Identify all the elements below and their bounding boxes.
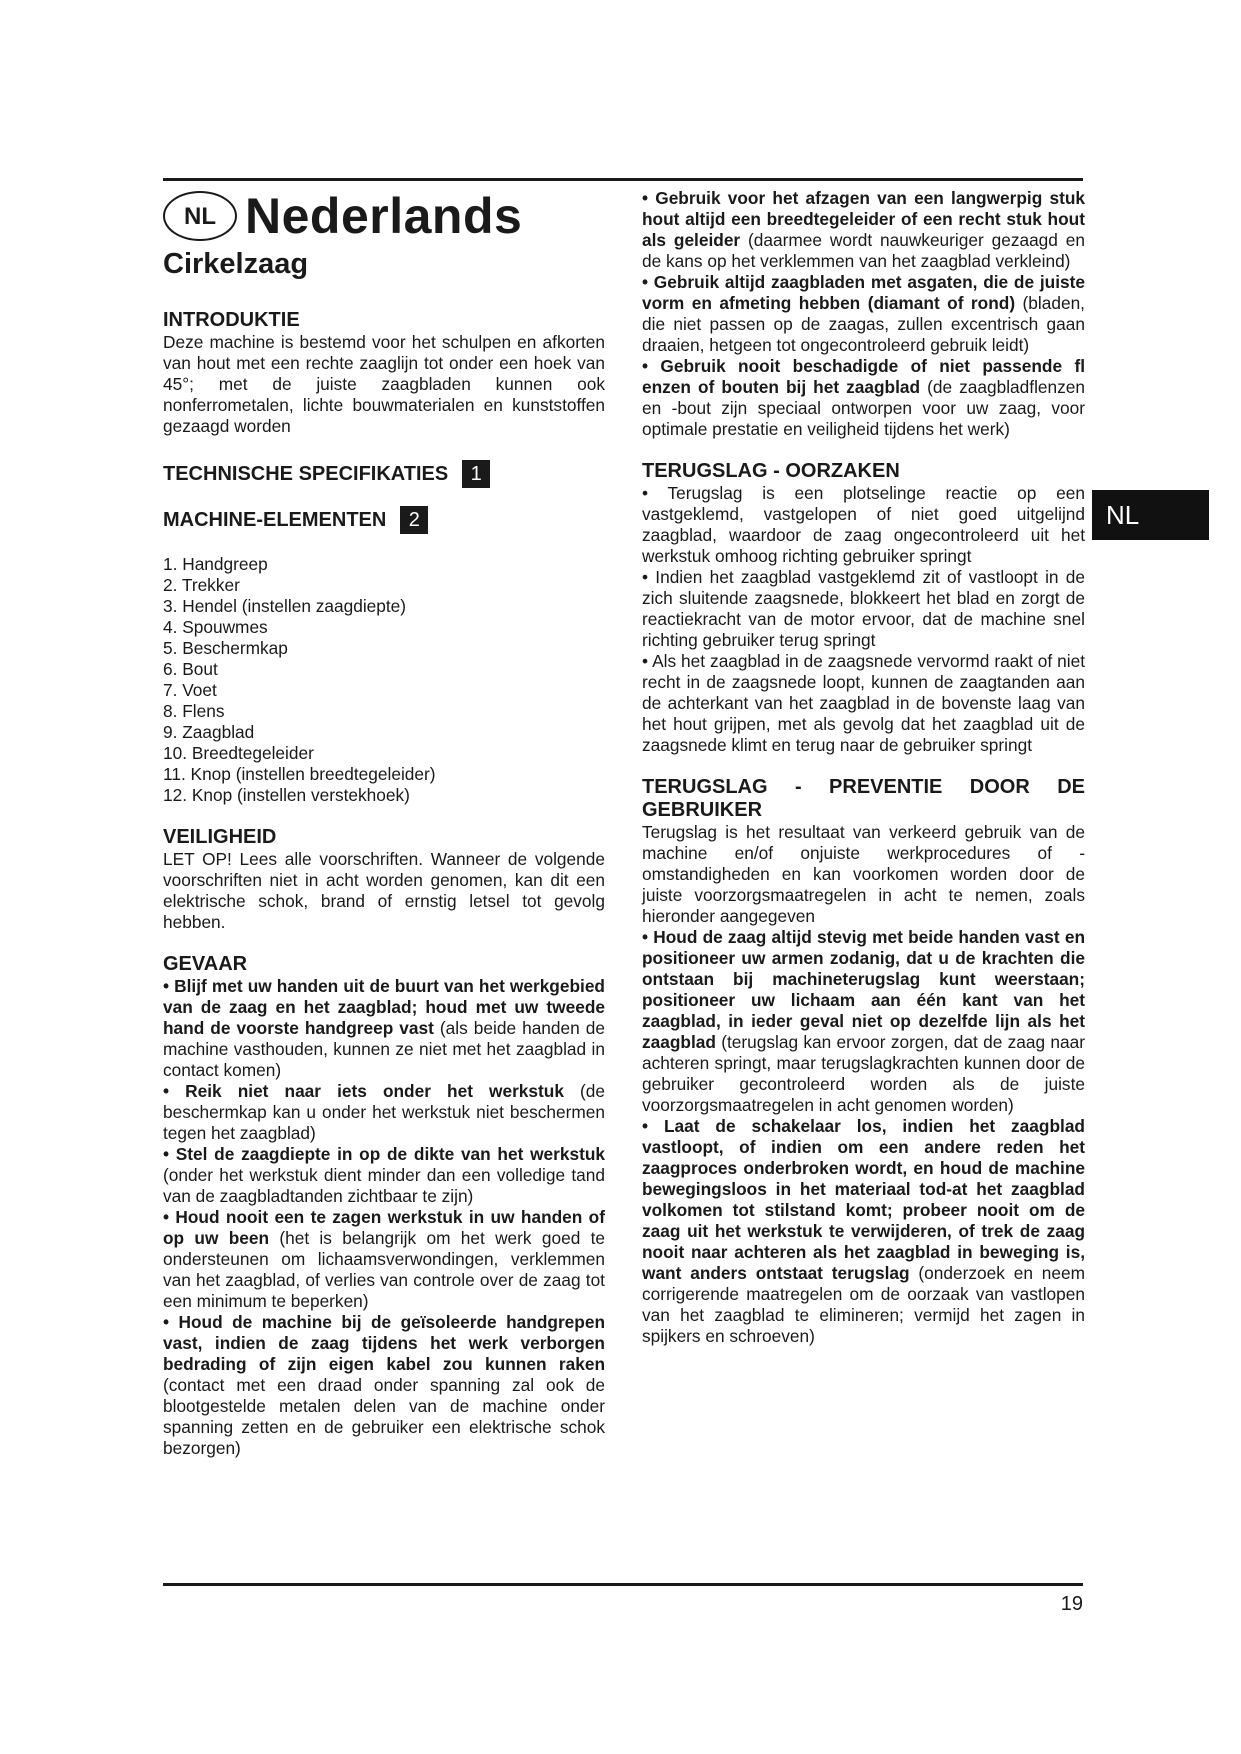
list-item: 6. Bout [163,659,218,679]
gevaar-item: • Blijf met uw handen uit de buurt van het werkgebied van de zaag en het zaagblad; houd met uw tweede hand de voorste handgreep vast (als beide handen de machine vasthouden, kunnen ze niet met het zaagblad in contact komen) [163,976,605,1080]
figure-ref-2: 2 [400,506,428,534]
language-title: Nederlands [245,187,523,244]
gevaar-item: • Gebruik nooit beschadigde of niet passende fl enzen of bouten bij het zaagblad (de zaagbladflenzen en -bout zijn speciaal ontworpen voor uw zaag, voor optimale prestatie en veiligheid tijdens het werk) [642,356,1085,439]
introductie-heading: INTRODUKTIE [163,309,300,331]
gevaar-item: • Reik niet naar iets onder het werkstuk (de beschermkap kan u onder het werkstuk niet beschermen tegen het zaagblad) [163,1081,606,1143]
oorzaken-item: • Als het zaagblad in de zaagsnede vervormd raakt of niet recht in de zaagsnede loopt, kunnen de zaagtanden aan de achterkant van het zaagblad in de bovenste laag van het hout grijpen, met als gevolg dat het zaagblad uit de zaagsnede klimt en terug naar de gebruiker springt [642,651,1085,755]
page-number: 19 [1060,1593,1083,1615]
list-item: 10. Breedtegeleider [163,743,314,763]
gevaar-item: • Gebruik altijd zaagbladen met asgaten, die de juiste vorm en afmeting hebben (diamant of rond) (bladen, die niet passen op de zaagas, zullen excentrisch gaan draaien, hetgeen tot ongecontroleerd gebruik leidt) [642,272,1085,355]
bottom-rule [163,1583,1083,1586]
terugslag-preventie-heading: TERUGSLAG - PREVENTIE DOOR DE GEBRUIKER [642,776,1085,821]
list-item: 11. Knop (instellen breedtegeleider) [163,764,436,784]
technische-row [163,460,605,488]
language-side-tab: NL [1092,490,1209,540]
gevaar-item: • Stel de zaagdiepte in op de dikte van het werkstuk (onder het werkstuk dient minder dan een volledige tand van de zaagbladtanden zichtbaar te zijn) [163,1144,605,1206]
machine-elements-list [163,554,605,806]
list-item: 9. Zaagblad [163,722,255,742]
figure-ref-1: 1 [462,460,490,488]
list-item: 8. Flens [163,701,225,721]
machine-heading: MACHINE-ELEMENTEN [163,508,387,531]
preventie-intro: Terugslag is het resultaat van verkeerd gebruik van de machine en/of onjuiste werkprocedures of -omstandigheden en kan voorkomen worden door de juiste voorzorgsmaatregelen in acht te nemen, zoals hieronder aangegeven [642,822,1085,926]
top-rule [163,178,1083,181]
document-subtitle: Cirkelzaag [163,248,309,280]
list-item: 3. Hendel (instellen zaagdiepte) [163,596,407,616]
list-item: 12. Knop (instellen verstekhoek) [163,785,410,805]
gevaar-item: • Houd nooit een te zagen werkstuk in uw handen of op uw been (het is belangrijk om het werk goed te ondersteunen om lichaamsverwondingen, verklemmen van het zaagblad, of verlies van controle over de zaag tot een minimum te beperken) [163,1207,606,1311]
machine-row [163,506,605,534]
introductie-text: Deze machine is bestemd voor het schulpen en afkorten van hout met een rechte zaaglijn tot onder een hoek van 45°; met de juiste zaagbladen kunnen ook nonferrometalen, lichte bouwmaterialen en kunststoffen gezaagd worden [163,332,605,436]
gevaar-item: • Gebruik voor het afzagen van een langwerpig stuk hout altijd een breedtegeleider of een recht stuk hout als geleider (daarmee wordt nauwkeuriger gezaagd en de kans op het verklemmen van het zaagblad verkleind) [642,188,1085,271]
list-item: 5. Beschermkap [163,638,288,658]
technische-heading: TECHNISCHE SPECIFIKATIES [163,462,449,485]
right-column [642,188,1085,1347]
title-row [163,186,605,246]
list-item: 2. Trekker [163,575,240,595]
gevaar-item: • Houd de machine bij de geïsoleerde handgrepen vast, indien de zaag tijdens het werk verborgen bedrading of zijn eigen kabel zou kunnen raken (contact met een draad onder spanning zal ook de blootgestelde metalen delen van de machine onder spanning zetten en de gebruiker een elektrische schok bezorgen) [163,1312,605,1458]
oorzaken-item: • Terugslag is een plotselinge reactie op een vastgeklemd, vastgelopen of niet goed uitgelijnd zaagblad, waardoor de zaag ongecontroleerd uit het werkstuk omhoog richting gebruiker springt [642,483,1085,566]
language-code-badge: NL [163,191,237,241]
terugslag-oorzaken-heading: TERUGSLAG - OORZAKEN [642,460,900,482]
preventie-item: • Houd de zaag altijd stevig met beide handen vast en positioneer uw armen zodanig, dat u de krachten die ontstaan bij machineterugslag kunt weerstaan; positioneer uw lichaam aan één kant van het zaagblad, in ieder geval niet op dezelfde lijn als het zaagblad (terugslag kan ervoor zorgen, dat de zaag naar achteren springt, maar terugslagkrachten kunnen door de gebruiker gecontroleerd worden als de juiste voorzorgsmaatregelen in acht genomen worden) [642,927,1085,1115]
veiligheid-text: LET OP! Lees alle voorschriften. Wanneer de volgende voorschriften niet in acht worden genomen, kan dit een elektrische schok, brand of ernstig letsel tot gevolg hebben. [163,849,605,932]
left-column [163,186,605,1459]
oorzaken-item: • Indien het zaagblad vastgeklemd zit of vastloopt in de zich sluitende zaagsnede, blokkeert het blad en zorgt de reactiekracht van de motor ervoor, dat de machine snel richting gebruiker terug springt [642,567,1085,650]
list-item: 4. Spouwmes [163,617,268,637]
list-item: 1. Handgreep [163,554,268,574]
list-item: 7. Voet [163,680,217,700]
gevaar-heading: GEVAAR [163,953,248,975]
veiligheid-heading: VEILIGHEID [163,826,277,848]
preventie-item: • Laat de schakelaar los, indien het zaagblad vastloopt, of indien om een andere reden het zaagproces onderbroken wordt, en houd de machine bewegingsloos in het materiaal tod-at het zaagblad volkomen tot stilstand komt; probeer nooit om de zaag uit het werkstuk te verwijderen, of trek de zaag nooit naar achteren als het zaagblad in beweging is, want anders ontstaat terugslag (onderzoek en neem corrigerende maatregelen om de oorzaak van vastlopen van het zaagblad te elimineren; vermijd het zagen in spijkers en schroeven) [642,1116,1085,1346]
